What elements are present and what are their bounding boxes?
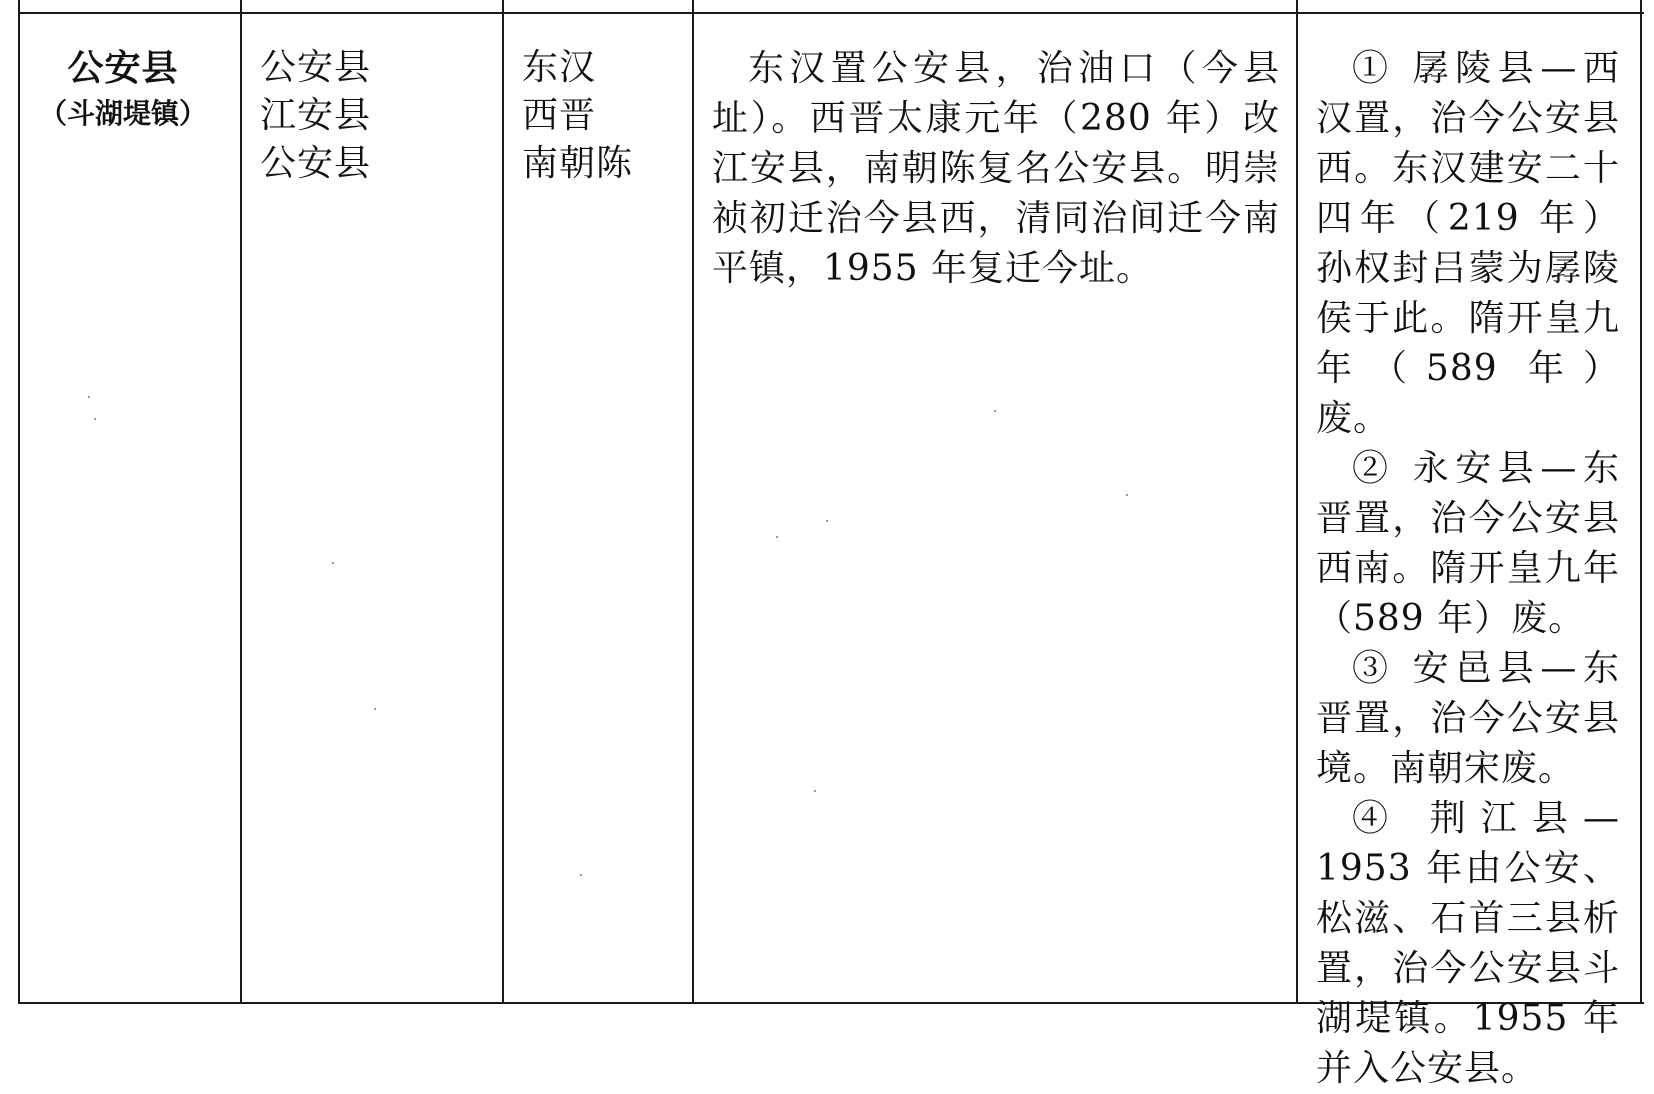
table-top-rule: [18, 12, 1644, 14]
historical-names-cell: [260, 44, 470, 188]
table-border-left: [18, 0, 20, 1004]
column-divider-2: [502, 0, 504, 1004]
county-cell: [18, 44, 228, 136]
abolished-note: ④ 荆江县—1953 年由公安、松滋、石首三县析置，治今公安县斗湖堤镇。1955 年并入公安县。: [1316, 798, 1620, 1089]
scan-speck: [776, 536, 778, 538]
dynasty: 西晋: [522, 95, 597, 136]
abolished-note: ③ 安邑县—东晋置，治今公安县境。南朝宋废。: [1316, 648, 1620, 789]
history-text: 东汉置公安县，治油口（今县址）。西晋太康元年（280 年）改江安县，南朝陈复名公安县。明崇祯初迁治今县西，清同治间迁今南平镇，1955 年复迁今址。: [712, 48, 1280, 289]
historical-name: 江安县: [260, 95, 372, 136]
historical-name: 公安县: [260, 143, 372, 184]
county-seat: （斗湖堤镇）: [38, 97, 207, 130]
abolished-note: ② 永安县—东晋置，治今公安县西南。隋开皇九年（589 年）废。: [1316, 448, 1620, 639]
history-cell: [712, 44, 1280, 294]
column-divider-3: [692, 0, 694, 1004]
scan-speck: [374, 708, 376, 710]
scan-speck: [94, 418, 96, 420]
abolished-notes-cell: [1316, 44, 1620, 1094]
column-divider-1: [240, 0, 242, 1004]
scan-speck: [1126, 494, 1128, 496]
dynasty: 东汉: [522, 47, 597, 88]
dynasties-cell: [522, 44, 692, 188]
dynasty: 南朝陈: [522, 143, 634, 184]
scan-speck: [826, 520, 828, 522]
scan-speck: [814, 790, 816, 792]
table-border-right: [1640, 0, 1642, 1004]
scan-speck: [332, 562, 334, 564]
county-name: 公安县: [67, 47, 179, 89]
scan-speck: [88, 396, 90, 398]
scan-speck: [994, 410, 996, 412]
historical-name: 公安县: [260, 47, 372, 88]
abolished-note: ① 孱陵县—西汉置，治今公安县西。东汉建安二十四年（219 年）孙权封吕蒙为孱陵侯于此。隋开皇九年（589 年）废。: [1316, 48, 1620, 439]
column-divider-4: [1296, 0, 1298, 1004]
scan-speck: [580, 874, 582, 876]
